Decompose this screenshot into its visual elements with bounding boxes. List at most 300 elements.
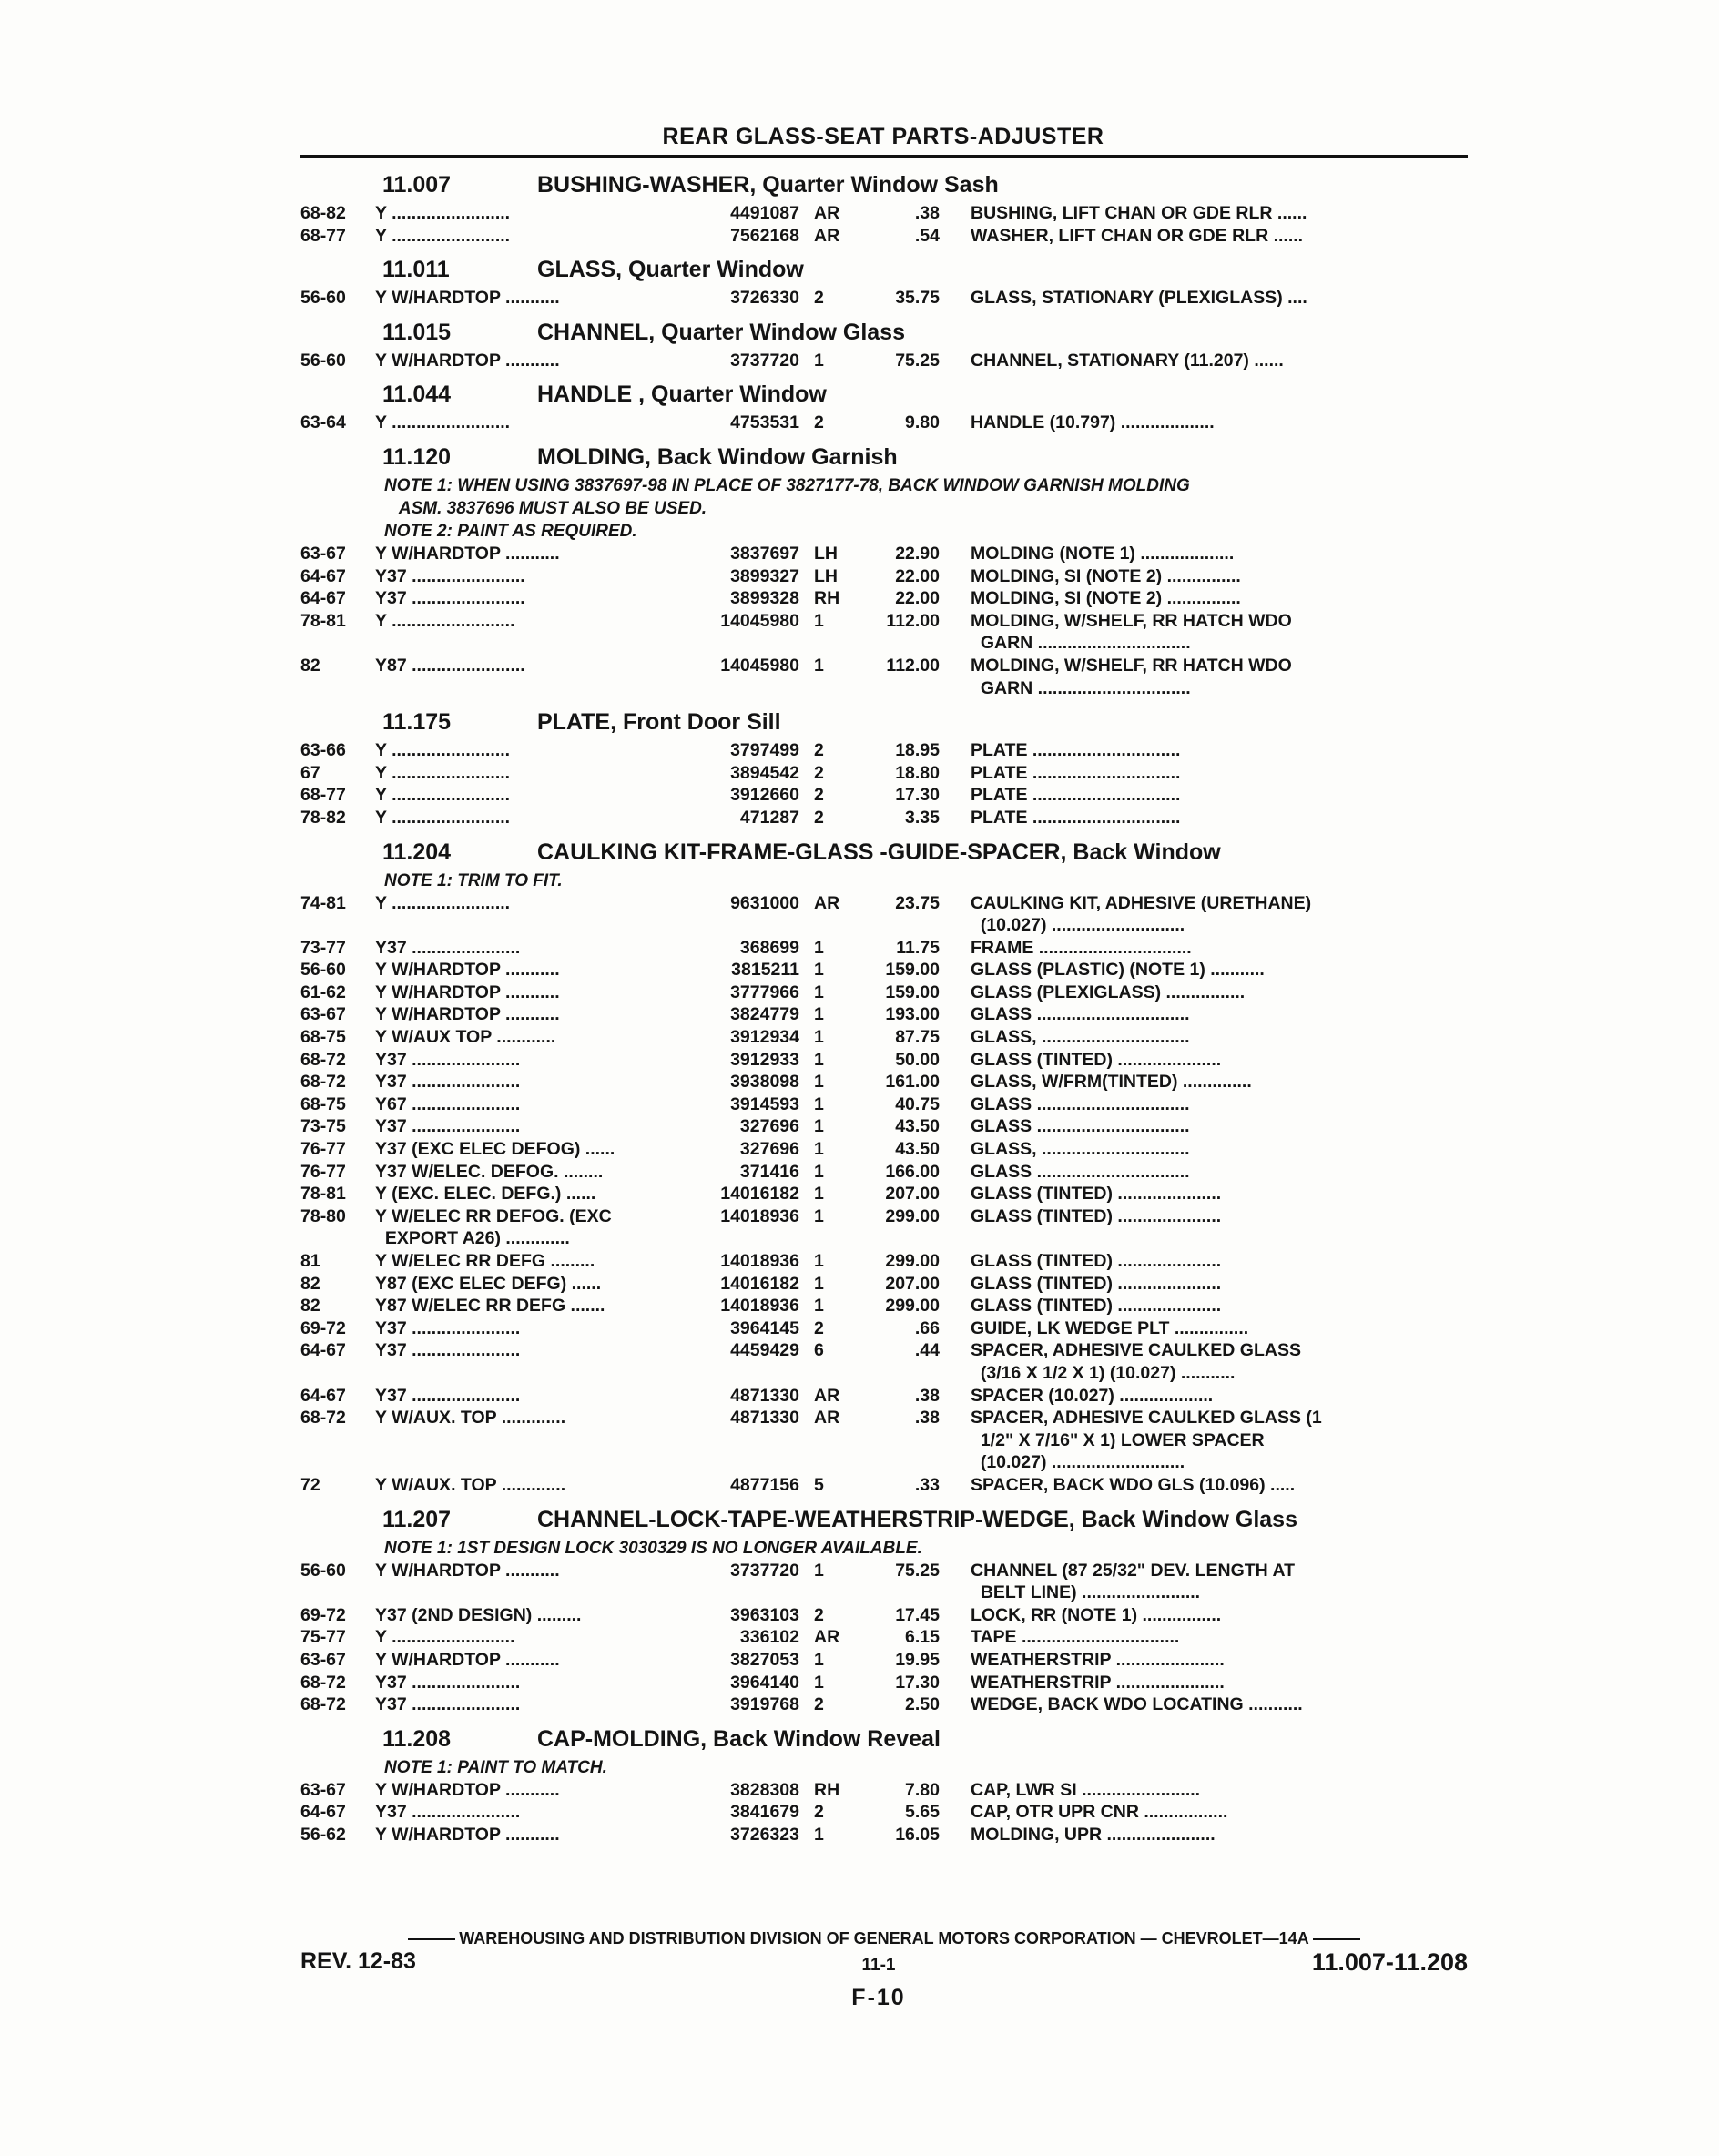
section-heading xyxy=(300,1716,1468,1756)
quantity: 1 xyxy=(814,1251,824,1271)
model-years: 68-82 xyxy=(300,203,346,223)
quantity: 1 xyxy=(814,1139,824,1160)
part-description xyxy=(940,287,1468,310)
description-line: MOLDING, W/SHELF, RR HATCH WDO xyxy=(971,655,1292,676)
section-title: HANDLE , Quarter Window xyxy=(537,381,827,408)
figure-number: F-10 xyxy=(851,1985,906,2010)
part-description xyxy=(940,892,1468,937)
application: Y67 ...................... xyxy=(375,1093,521,1114)
model-years: 68-72 xyxy=(300,1694,346,1715)
description-line: GLASS, .............................. xyxy=(971,1139,1190,1160)
quantity: 1 xyxy=(814,1116,824,1137)
description-line: (10.027) ........................... xyxy=(971,915,1185,936)
part-row xyxy=(300,1205,1468,1250)
application: Y37 ...................... xyxy=(375,1340,521,1361)
description-line: GLASS (TINTED) ..................... xyxy=(971,1049,1222,1070)
part-description xyxy=(940,1385,1468,1408)
part-number: 3938098 xyxy=(730,1072,799,1093)
quantity: 2 xyxy=(814,807,824,828)
application: Y ......................... xyxy=(375,610,515,631)
part-row xyxy=(300,350,1468,372)
section-11-015 xyxy=(300,310,1468,372)
model-years: 68-72 xyxy=(300,1049,346,1070)
part-number: 4871330 xyxy=(730,1385,799,1406)
section-code: 11.015 xyxy=(382,319,452,345)
application: Y W/HARDTOP ........... xyxy=(375,288,560,309)
part-row xyxy=(300,1250,1468,1273)
price: 18.95 xyxy=(895,740,940,761)
model-years: 69-72 xyxy=(300,1317,346,1338)
model-years: 67 xyxy=(300,762,320,783)
description-line: CAP, OTR UPR CNR ................. xyxy=(971,1802,1228,1823)
section-code: 11.175 xyxy=(382,709,452,736)
part-description xyxy=(940,937,1468,960)
part-row xyxy=(300,1003,1468,1026)
application: Y W/HARDTOP ........... xyxy=(375,1779,560,1800)
model-years: 63-67 xyxy=(300,1649,346,1670)
part-description xyxy=(940,1339,1468,1384)
model-years: 73-75 xyxy=(300,1116,346,1137)
quantity: 1 xyxy=(814,350,824,371)
description-line: SPACER, ADHESIVE CAULKED GLASS xyxy=(971,1340,1301,1361)
part-row xyxy=(300,565,1468,588)
part-row xyxy=(300,1626,1468,1649)
part-row xyxy=(300,655,1468,699)
description-line: GLASS (TINTED) ..................... xyxy=(971,1184,1222,1205)
price: 75.25 xyxy=(895,350,940,371)
part-description xyxy=(940,739,1468,762)
application: Y87 W/ELEC RR DEFG ....... xyxy=(375,1296,605,1317)
part-number: 3827053 xyxy=(730,1649,799,1670)
quantity: RH xyxy=(814,588,840,609)
part-number: 371416 xyxy=(739,1161,799,1182)
price: 16.05 xyxy=(895,1824,940,1845)
part-number: 4491087 xyxy=(730,203,799,223)
part-row xyxy=(300,1295,1468,1317)
section-heading xyxy=(300,1497,1468,1537)
part-number: 3912933 xyxy=(730,1049,799,1070)
part-number: 368699 xyxy=(739,937,799,958)
price: 159.00 xyxy=(885,981,940,1002)
model-years: 74-81 xyxy=(300,892,346,913)
price: 3.35 xyxy=(905,807,940,828)
price: 207.00 xyxy=(885,1184,940,1205)
description-line: GLASS, STATIONARY (PLEXIGLASS) .... xyxy=(971,288,1307,309)
quantity: 1 xyxy=(814,981,824,1002)
part-description xyxy=(940,1317,1468,1340)
part-number: 3737720 xyxy=(730,1560,799,1581)
description-line: GLASS (TINTED) ..................... xyxy=(971,1273,1222,1294)
quantity: 2 xyxy=(814,762,824,783)
model-years: 68-75 xyxy=(300,1027,346,1048)
price: 159.00 xyxy=(885,960,940,981)
part-number: 14018936 xyxy=(720,1205,799,1226)
application: Y ........................ xyxy=(375,203,511,223)
part-number: 14016182 xyxy=(720,1184,799,1205)
part-description xyxy=(940,1295,1468,1317)
quantity: 1 xyxy=(814,1072,824,1093)
part-number: 14016182 xyxy=(720,1273,799,1294)
part-description xyxy=(940,350,1468,372)
quantity: 5 xyxy=(814,1474,824,1495)
part-number: 3797499 xyxy=(730,740,799,761)
application: Y W/ELEC RR DEFG ......... xyxy=(375,1251,595,1271)
quantity: 2 xyxy=(814,1604,824,1625)
price: 6.15 xyxy=(905,1627,940,1648)
application: Y W/AUX. TOP ............. xyxy=(375,1408,566,1429)
application: Y87 (EXC ELEC DEFG) ...... xyxy=(375,1273,602,1294)
description-line: HANDLE (10.797) ................... xyxy=(971,412,1215,433)
quantity: 2 xyxy=(814,1317,824,1338)
quantity: LH xyxy=(814,565,838,586)
part-description xyxy=(940,1183,1468,1205)
model-years: 63-67 xyxy=(300,1004,346,1025)
description-line: CAP, LWR SI ........................ xyxy=(971,1779,1201,1800)
description-line: WEATHERSTRIP ...................... xyxy=(971,1672,1225,1693)
part-number: 14045980 xyxy=(720,610,799,631)
part-description xyxy=(940,807,1468,829)
application: Y37 ...................... xyxy=(375,937,521,958)
section-code: 11.207 xyxy=(382,1506,452,1532)
model-years: 56-60 xyxy=(300,288,346,309)
part-row xyxy=(300,981,1468,1004)
price: .38 xyxy=(914,203,940,223)
quantity: 1 xyxy=(814,937,824,958)
price: 193.00 xyxy=(885,1004,940,1025)
part-description xyxy=(940,202,1468,225)
application: Y37 ...................... xyxy=(375,1672,521,1693)
part-row xyxy=(300,287,1468,310)
quantity: 1 xyxy=(814,960,824,981)
application: Y (EXC. ELEC. DEFG.) ...... xyxy=(375,1184,596,1205)
part-description xyxy=(940,610,1468,655)
application: Y37 (EXC ELEC DEFOG) ...... xyxy=(375,1139,615,1160)
section-title: BUSHING-WASHER, Quarter Window Sash xyxy=(537,172,999,198)
application: Y ........................ xyxy=(375,892,511,913)
description-line: GLASS (PLEXIGLASS) ................ xyxy=(971,981,1246,1002)
description-line: CHANNEL, STATIONARY (11.207) ...... xyxy=(971,350,1284,371)
section-note: NOTE 1: 1ST DESIGN LOCK 3030329 IS NO LONGER AVAILABLE. xyxy=(384,1538,922,1558)
model-years: 63-64 xyxy=(300,412,346,433)
part-number: 3894542 xyxy=(730,762,799,783)
price: 112.00 xyxy=(886,655,940,676)
description-line: GLASS ............................... xyxy=(971,1116,1190,1137)
model-years: 68-72 xyxy=(300,1408,346,1429)
part-number: 327696 xyxy=(739,1116,799,1137)
quantity: 1 xyxy=(814,1560,824,1581)
part-row xyxy=(300,1071,1468,1093)
quantity: 6 xyxy=(814,1340,824,1361)
description-line: WASHER, LIFT CHAN OR GDE RLR ...... xyxy=(971,225,1304,246)
part-number: 3726330 xyxy=(730,288,799,309)
price: 2.50 xyxy=(905,1694,940,1715)
part-row xyxy=(300,892,1468,937)
section-title: MOLDING, Back Window Garnish xyxy=(537,443,898,470)
section-11-208 xyxy=(300,1716,1468,1846)
part-number: 3777966 xyxy=(730,981,799,1002)
description-line: LOCK, RR (NOTE 1) ................ xyxy=(971,1604,1222,1625)
part-description xyxy=(940,762,1468,785)
price: 43.50 xyxy=(895,1116,940,1137)
model-years: 75-77 xyxy=(300,1627,346,1648)
description-line: MOLDING, SI (NOTE 2) ............... xyxy=(971,588,1241,609)
part-description xyxy=(940,1250,1468,1273)
part-number: 3828308 xyxy=(730,1779,799,1800)
section-heading xyxy=(300,829,1468,870)
part-row xyxy=(300,1115,1468,1138)
part-description xyxy=(940,1115,1468,1138)
part-row xyxy=(300,1779,1468,1802)
description-line: TAPE ................................ xyxy=(971,1627,1180,1648)
description-line: PLATE .............................. xyxy=(971,785,1181,806)
part-row xyxy=(300,1093,1468,1116)
model-years: 68-72 xyxy=(300,1672,346,1693)
section-code: 11.204 xyxy=(382,839,452,865)
footer-publisher xyxy=(300,1929,1468,1948)
section-heading xyxy=(300,162,1468,202)
model-years: 78-82 xyxy=(300,807,346,828)
application: Y37 ....................... xyxy=(375,588,525,609)
application: Y37 ...................... xyxy=(375,1385,521,1406)
revision-label: REV. 12-83 xyxy=(300,1948,416,1974)
part-description xyxy=(940,1093,1468,1116)
application: Y ........................ xyxy=(375,740,511,761)
part-row xyxy=(300,1161,1468,1184)
part-description xyxy=(940,225,1468,248)
section-heading xyxy=(300,371,1468,412)
description-line: GLASS (TINTED) ..................... xyxy=(971,1251,1222,1271)
part-number: 4459429 xyxy=(730,1340,799,1361)
application: Y37 W/ELEC. DEFOG. ........ xyxy=(375,1161,604,1182)
part-number: 3919768 xyxy=(730,1694,799,1715)
description-line: PLATE .............................. xyxy=(971,762,1181,783)
quantity: 1 xyxy=(814,1049,824,1070)
model-years: 72 xyxy=(300,1474,320,1495)
quantity: 1 xyxy=(814,1205,824,1226)
section-note: NOTE 1: WHEN USING 3837697-98 IN PLACE OF 3827177-78, BACK WINDOW GARNISH MOLDING ASM. 3837696 MUST ALSO BE USED. xyxy=(384,475,1190,518)
part-row xyxy=(300,1801,1468,1824)
section-title: GLASS, Quarter Window xyxy=(537,257,804,283)
part-row xyxy=(300,1049,1468,1072)
price: .54 xyxy=(914,225,940,246)
description-line: BELT LINE) ........................ xyxy=(971,1582,1201,1603)
model-years: 68-77 xyxy=(300,225,346,246)
part-number: 3963103 xyxy=(730,1604,799,1625)
application: Y W/ELEC RR DEFOG. (EXC EXPORT A26) ............. xyxy=(375,1205,612,1249)
section-11-011 xyxy=(300,247,1468,310)
part-number: 3899328 xyxy=(730,588,799,609)
price: 50.00 xyxy=(895,1049,940,1070)
quantity: 1 xyxy=(814,610,824,631)
quantity: AR xyxy=(814,1627,840,1648)
description-line: FRAME ............................... xyxy=(971,937,1192,958)
quantity: 2 xyxy=(814,1694,824,1715)
section-11-120 xyxy=(300,434,1468,699)
section-11-044 xyxy=(300,371,1468,434)
section-11-175 xyxy=(300,699,1468,829)
application: Y37 ...................... xyxy=(375,1116,521,1137)
part-number: 14045980 xyxy=(720,655,799,676)
section-11-007 xyxy=(300,162,1468,247)
section-code: 11.120 xyxy=(382,443,452,470)
part-row xyxy=(300,959,1468,981)
application: Y37 ...................... xyxy=(375,1049,521,1070)
part-description xyxy=(940,1026,1468,1049)
application: Y87 ....................... xyxy=(375,655,525,676)
model-years: 56-60 xyxy=(300,960,346,981)
parts-list xyxy=(300,162,1468,1846)
application: Y ........................ xyxy=(375,412,511,433)
part-number: 4753531 xyxy=(730,412,799,433)
part-number: 4871330 xyxy=(730,1408,799,1429)
part-number: 7562168 xyxy=(730,225,799,246)
application: Y37 ...................... xyxy=(375,1317,521,1338)
price: .44 xyxy=(914,1340,940,1361)
part-description xyxy=(940,412,1468,434)
model-years: 82 xyxy=(300,655,320,676)
application: Y37 ...................... xyxy=(375,1802,521,1823)
model-years: 64-67 xyxy=(300,1385,346,1406)
part-row xyxy=(300,610,1468,655)
model-years: 78-80 xyxy=(300,1205,346,1226)
part-description xyxy=(940,1693,1468,1716)
section-note: NOTE 1: TRIM TO FIT. xyxy=(384,870,563,890)
price: .33 xyxy=(914,1474,940,1495)
part-description xyxy=(940,1273,1468,1296)
part-description xyxy=(940,1407,1468,1474)
part-number: 3815211 xyxy=(731,960,799,981)
description-line: (3/16 X 1/2 X 1) (10.027) ........... xyxy=(971,1362,1236,1383)
part-description xyxy=(940,1779,1468,1802)
part-row xyxy=(300,1560,1468,1604)
price: .38 xyxy=(914,1408,940,1429)
description-line: GLASS, W/FRM(TINTED) .............. xyxy=(971,1072,1252,1093)
part-number: 3824779 xyxy=(730,1004,799,1025)
quantity: AR xyxy=(814,1385,840,1406)
price: 23.75 xyxy=(895,892,940,913)
quantity: 2 xyxy=(814,785,824,806)
price: 299.00 xyxy=(885,1296,940,1317)
price: 19.95 xyxy=(895,1649,940,1670)
description-line: 1/2" X 7/16" X 1) LOWER SPACER xyxy=(971,1429,1265,1450)
quantity: 1 xyxy=(814,1161,824,1182)
part-number: 3899327 xyxy=(730,565,799,586)
part-row xyxy=(300,807,1468,829)
part-row xyxy=(300,202,1468,225)
part-description xyxy=(940,1205,1468,1250)
quantity: 1 xyxy=(814,655,824,676)
price: 22.00 xyxy=(895,588,940,609)
part-description xyxy=(940,1138,1468,1161)
application: Y W/HARDTOP ........... xyxy=(375,1824,560,1845)
model-years: 64-67 xyxy=(300,565,346,586)
part-description xyxy=(940,981,1468,1004)
application: Y37 (2ND DESIGN) ......... xyxy=(375,1604,582,1625)
section-note: NOTE 2: PAINT AS REQUIRED. xyxy=(384,521,637,541)
model-years: 69-72 xyxy=(300,1604,346,1625)
part-row xyxy=(300,587,1468,610)
part-row xyxy=(300,1138,1468,1161)
description-line: CHANNEL (87 25/32" DEV. LENGTH AT xyxy=(971,1560,1295,1581)
price: 207.00 xyxy=(885,1273,940,1294)
price: 17.30 xyxy=(895,1672,940,1693)
description-line: GARN ............................... xyxy=(971,677,1191,698)
page-title: REAR GLASS-SEAT PARTS-ADJUSTER xyxy=(662,124,1104,149)
part-row xyxy=(300,1317,1468,1340)
description-line: SPACER (10.027) ................... xyxy=(971,1385,1214,1406)
section-title: CHANNEL-LOCK-TAPE-WEATHERSTRIP-WEDGE, Back Window Glass xyxy=(537,1506,1297,1532)
section-heading xyxy=(300,247,1468,287)
section-heading xyxy=(300,699,1468,739)
model-years: 64-67 xyxy=(300,1340,346,1361)
application: Y ........................ xyxy=(375,785,511,806)
price: 17.30 xyxy=(895,785,940,806)
description-line: BUSHING, LIFT CHAN OR GDE RLR ...... xyxy=(971,203,1307,223)
price: 17.45 xyxy=(895,1604,940,1625)
model-years: 56-60 xyxy=(300,1560,346,1581)
section-code: 11.011 xyxy=(382,257,450,283)
description-line: SPACER, ADHESIVE CAULKED GLASS (1 xyxy=(971,1408,1322,1429)
section-note: NOTE 1: PAINT TO MATCH. xyxy=(384,1757,607,1777)
part-number: 3737720 xyxy=(730,350,799,371)
part-row xyxy=(300,543,1468,565)
quantity: AR xyxy=(814,892,840,913)
part-description xyxy=(940,543,1468,565)
part-number: 9631000 xyxy=(730,892,799,913)
application: Y37 ....................... xyxy=(375,565,525,586)
section-title: CAULKING KIT-FRAME-GLASS -GUIDE-SPACER, Back Window xyxy=(537,839,1221,865)
part-description xyxy=(940,655,1468,699)
part-description xyxy=(940,1672,1468,1694)
price: 35.75 xyxy=(895,288,940,309)
section-range: 11.007-11.208 xyxy=(1311,1948,1468,1976)
quantity: AR xyxy=(814,203,840,223)
model-years: 78-81 xyxy=(300,1184,346,1205)
model-years: 76-77 xyxy=(300,1161,346,1182)
part-number: 471287 xyxy=(739,807,799,828)
description-line: WEATHERSTRIP ...................... xyxy=(971,1649,1225,1670)
description-line: PLATE .............................. xyxy=(971,807,1181,828)
section-code: 11.007 xyxy=(382,172,452,198)
application: Y W/HARDTOP ........... xyxy=(375,1004,560,1025)
description-line: SPACER, BACK WDO GLS (10.096) ..... xyxy=(971,1474,1296,1495)
price: 7.80 xyxy=(905,1779,940,1800)
price: 9.80 xyxy=(905,412,940,433)
application: Y W/HARDTOP ........... xyxy=(375,1560,560,1581)
description-line: GLASS ............................... xyxy=(971,1093,1190,1114)
price: 40.75 xyxy=(895,1093,940,1114)
part-description xyxy=(940,1604,1468,1627)
part-number: 4877156 xyxy=(730,1474,799,1495)
price: 161.00 xyxy=(885,1072,940,1093)
part-row xyxy=(300,412,1468,434)
quantity: RH xyxy=(814,1779,840,1800)
description-line: GARN ............................... xyxy=(971,633,1191,654)
quantity: AR xyxy=(814,225,840,246)
description-line: (10.027) ........................... xyxy=(971,1452,1185,1473)
application: Y ........................ xyxy=(375,225,511,246)
model-years: 64-67 xyxy=(300,588,346,609)
price: 11.75 xyxy=(896,937,940,958)
price: 75.25 xyxy=(895,1560,940,1581)
part-row xyxy=(300,1273,1468,1296)
quantity: AR xyxy=(814,1408,840,1429)
part-row xyxy=(300,1026,1468,1049)
application: Y W/HARDTOP ........... xyxy=(375,960,560,981)
part-number: 3912660 xyxy=(730,785,799,806)
description-line: WEDGE, BACK WDO LOCATING ........... xyxy=(971,1694,1303,1715)
part-row xyxy=(300,1649,1468,1672)
